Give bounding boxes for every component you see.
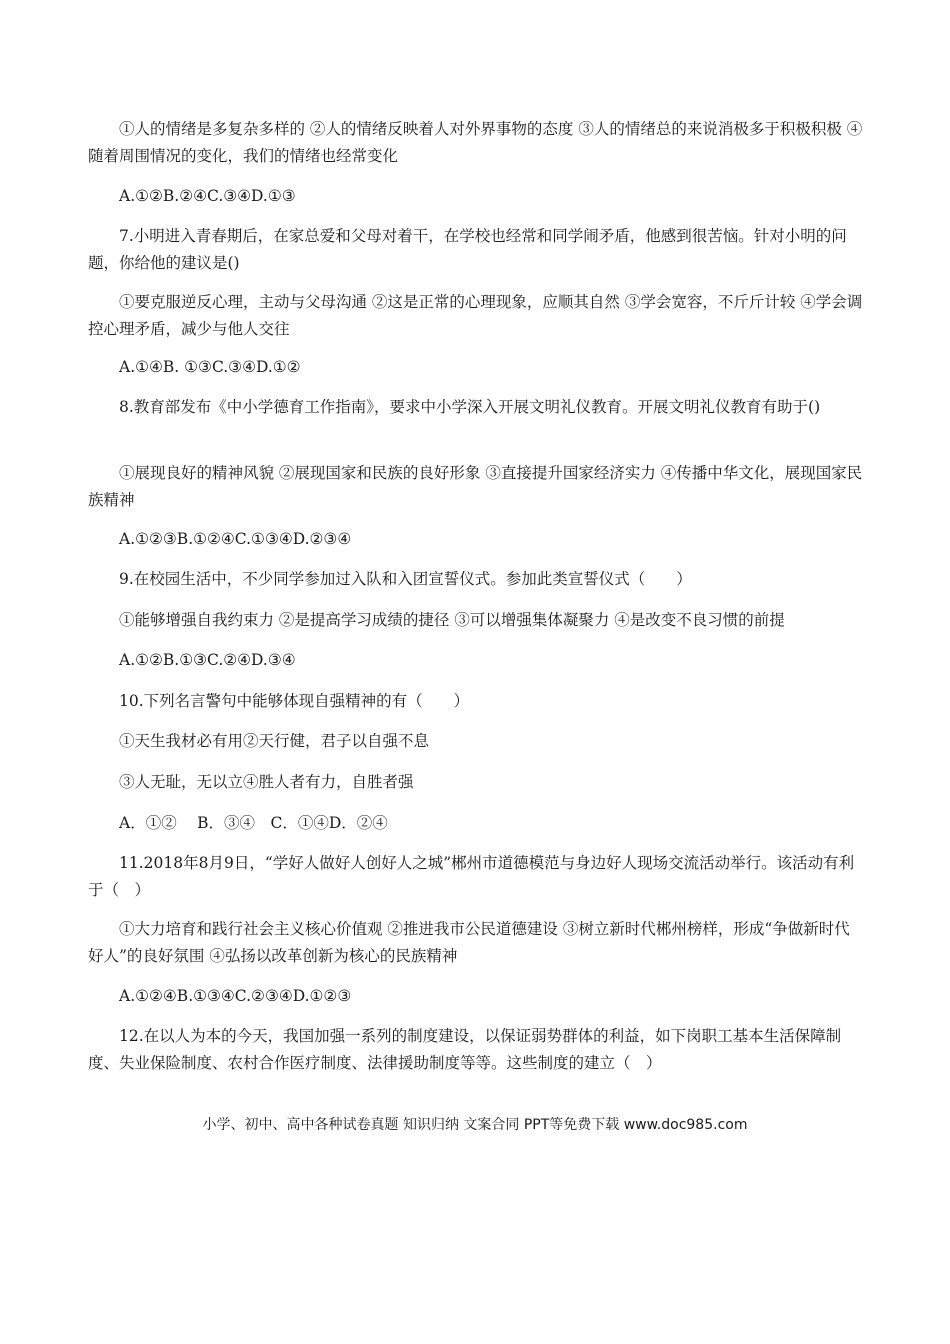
- q7-options: A.①④B. ①③C.③④D.①②: [119, 358, 301, 376]
- q7-stem: 7.小明进入青春期后，在家总爱和父母对着干，在学校也经常和同学闹矛盾，他感到很苦恼。针对小明的问题，你给他的建议是(): [88, 227, 847, 272]
- q8-options: A.①②③B.①②④C.①③④D.②③④: [119, 530, 352, 548]
- q9-options: A.①②B.①③C.②④D.③④: [119, 651, 296, 669]
- page-footer: 小学、初中、高中各种试卷真题 知识归纳 文案合同 PPT等免费下载 www.doc985.com: [202, 1117, 748, 1133]
- q10-options: A．①② B．③④ C．①④D．②④: [119, 814, 388, 832]
- q10-statements-1: ①天生我材必有用②天行健，君子以自强不息: [119, 732, 430, 750]
- q12-stem: 12.在以人为本的今天，我国加强一系列的制度建设，以保证弱势群体的利益，如下岗职工基本生活保障制度、失业保险制度、农村合作医疗制度、法律援助制度等等。这些制度的建立（ ）: [88, 1027, 842, 1072]
- q10-statements-2: ③人无耻，无以立④胜人者有力，自胜者强: [119, 773, 414, 791]
- q8-stem: 8.教育部发布《中小学德育工作指南》，要求中小学深入开展文明礼仪教育。开展文明礼仪教育有助于(): [119, 398, 821, 416]
- q6-statements: ①人的情绪是多复杂多样的 ②人的情绪反映着人对外界事物的态度 ③人的情绪总的来说消极多于积极积极 ④随着周围情况的变化，我们的情绪也经常变化: [88, 120, 863, 165]
- q11-stem: 11.2018年8月9日，“学好人做好人创好人之城”郴州市道德模范与身边好人现场交流活动举行。该活动有利于（ ）: [88, 854, 855, 899]
- q8-statements: ①展现良好的精神风貌 ②展现国家和民族的良好形象 ③直接提升国家经济实力 ④传播中华文化，展现国家民族精神: [88, 464, 863, 509]
- q11-options: A.①②④B.①③④C.②③④D.①②③: [119, 987, 352, 1005]
- q11-statements: ①大力培育和践行社会主义核心价值观 ②推进我市公民道德建设 ③树立新时代郴州榜样，形成“争做新时代好人”的良好氛围 ④弘扬以改革创新为核心的民族精神: [88, 920, 850, 965]
- q7-statements: ①要克服逆反心理，主动与父母沟通 ②这是正常的心理现象，应顺其自然 ③学会宽容，不斤斤计较 ④学会调控心理矛盾，减少与他人交往: [88, 293, 863, 338]
- q9-statements: ①能够增强自我约束力 ②是提高学习成绩的捷径 ③可以增强集体凝聚力 ④是改变不良习惯的前提: [119, 611, 785, 629]
- q6-options: A.①②B.②④C.③④D.①③: [119, 187, 296, 205]
- q9-stem: 9.在校园生活中，不少同学参加过入队和入团宣誓仪式。参加此类宣誓仪式（ ）: [119, 570, 692, 588]
- q10-stem: 10.下列名言警句中能够体现自强精神的有（ ）: [119, 692, 470, 710]
